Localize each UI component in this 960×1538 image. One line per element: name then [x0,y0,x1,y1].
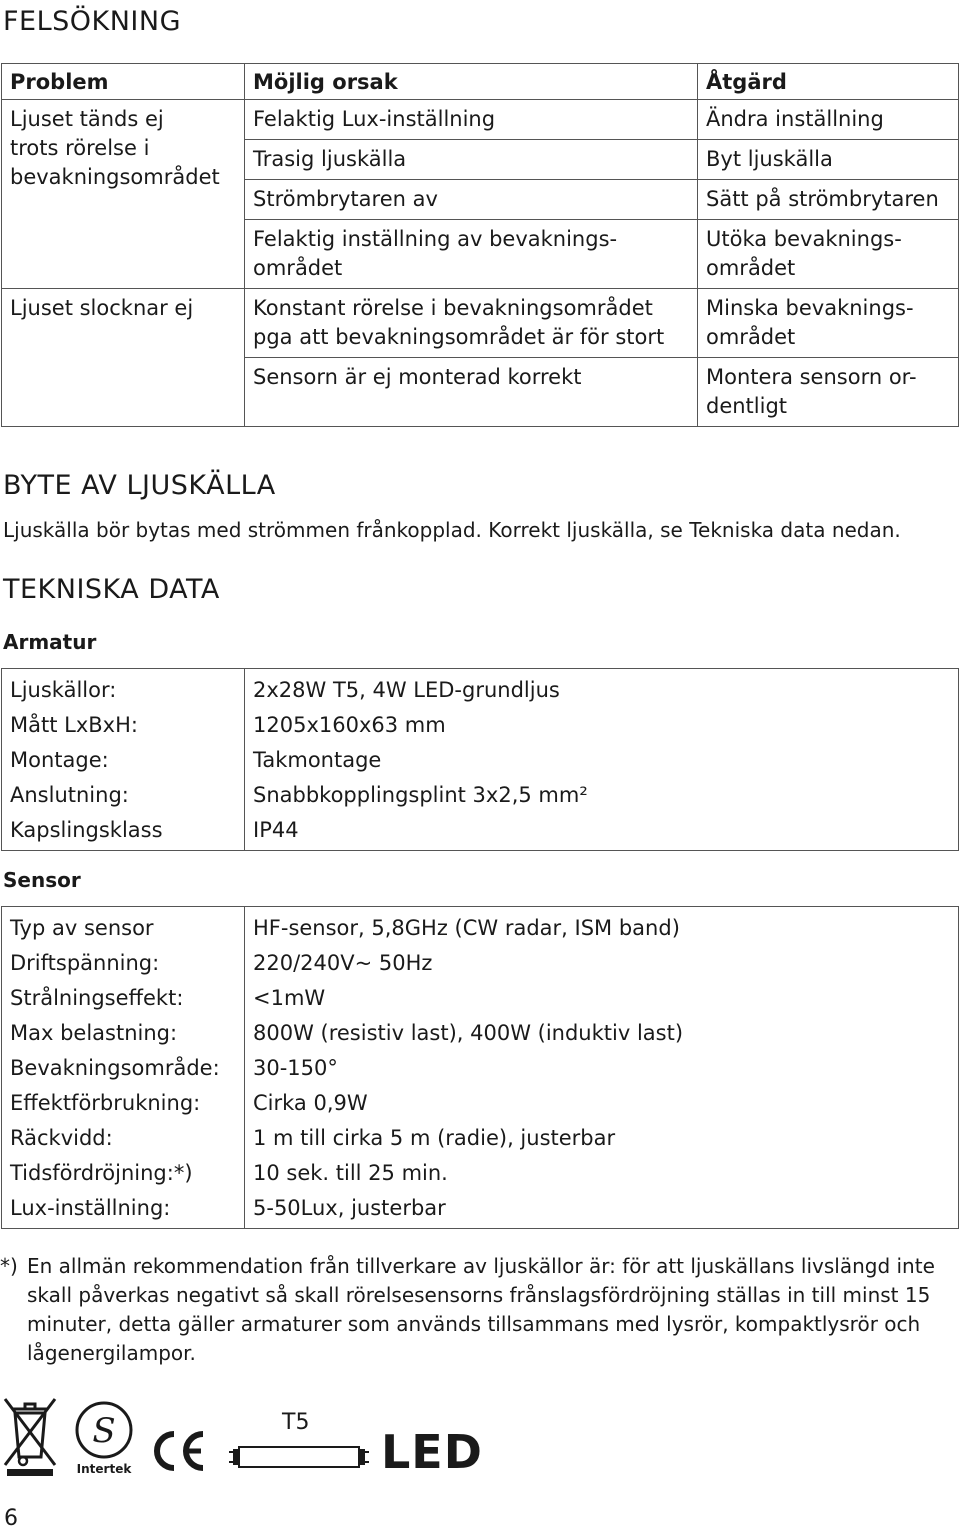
spec-value: Snabbkopplingsplint 3x2,5 mm² [245,778,959,813]
spec-label: Räckvidd: [2,1121,245,1156]
fluorescent-tube-icon [225,1443,373,1471]
spec-row [2,1191,959,1229]
spec-label: Kapslingsklass [2,813,245,851]
spec-value: 800W (resistiv last), 400W (induktiv last) [245,1016,959,1051]
spec-label: Effektförbrukning: [2,1086,245,1121]
spec-label: Driftspänning: [2,946,245,981]
cause-cell: Felaktig Lux-inställning [245,100,698,140]
footnote-marker: *) [0,1254,18,1278]
problem-cell: Ljuset tänds ej trots rörelse i bevakningsområdet [2,100,245,289]
spec-label: Mått LxBxH: [2,708,245,743]
troubleshooting-title: FELSÖKNING [3,6,182,37]
led-label: LED [381,1425,483,1479]
table-header-row [2,64,959,100]
action-cell: Byt ljuskälla [698,140,959,180]
tube-label: T5 [282,1410,310,1435]
action-cell: Utöka bevaknings- området [698,220,959,289]
spec-label: Anslutning: [2,778,245,813]
spec-label: Ljuskällor: [2,669,245,709]
spec-value: 1205x160x63 mm [245,708,959,743]
footnote [0,1252,940,1368]
fixture-spec-table [1,668,959,851]
spec-value: Cirka 0,9W [245,1086,959,1121]
spec-row [2,708,959,743]
action-cell: Sätt på strömbrytaren [698,180,959,220]
table-row [2,100,959,140]
spec-row [2,1121,959,1156]
spec-value: 1 m till cirka 5 m (radie), justerbar [245,1121,959,1156]
spec-label: Bevakningsområde: [2,1051,245,1086]
svg-text:S: S [92,1411,116,1451]
intertek-label: Intertek [76,1462,132,1476]
footnote-text: En allmän rekommendation från tillverkare av ljuskällor är: för att ljuskällans livslängd inte skall påverkas negativt så skall rörelsesensorns frånslagsfördröjning ställas in till minst 15 minuter, detta gäller armaturer som används tillsammans med lysrör, kompaktlysrör och lågenergilampor. [27,1254,935,1365]
spec-row [2,981,959,1016]
spec-value: Takmontage [245,743,959,778]
spec-value: 220/240V~ 50Hz [245,946,959,981]
troubleshooting-table [1,63,959,427]
column-header-problem: Problem [2,64,245,100]
spec-label: Montage: [2,743,245,778]
cause-cell: Strömbrytaren av [245,180,698,220]
crossed-bin-icon [3,1395,57,1477]
spec-row [2,907,959,947]
sensor-spec-table [1,906,959,1229]
spec-value: IP44 [245,813,959,851]
spec-value: 30-150° [245,1051,959,1086]
lamp-change-text: Ljuskälla bör bytas med strömmen frånkopplad. Korrekt ljuskälla, se Tekniska data nedan. [3,518,901,542]
lamp-change-title: BYTE AV LJUSKÄLLA [3,470,276,501]
action-cell: Montera sensorn or- dentligt [698,358,959,427]
spec-value: HF-sensor, 5,8GHz (CW radar, ISM band) [245,907,959,947]
spec-label: Typ av sensor [2,907,245,947]
fixture-heading: Armatur [3,630,97,654]
spec-label: Lux-inställning: [2,1191,245,1229]
spec-row [2,813,959,851]
spec-row [2,1156,959,1191]
spec-label: Max belastning: [2,1016,245,1051]
spec-label: Tidsfördröjning:*) [2,1156,245,1191]
cause-cell: Sensorn är ej monterad korrekt [245,358,698,427]
table-row [2,289,959,358]
column-header-cause: Möjlig orsak [245,64,698,100]
spec-row [2,1051,959,1086]
spec-row [2,743,959,778]
cause-cell: Trasig ljuskälla [245,140,698,180]
spec-row [2,669,959,709]
sensor-heading: Sensor [3,868,81,892]
problem-cell: Ljuset slocknar ej [2,289,245,427]
action-cell: Minska bevaknings- området [698,289,959,358]
cause-cell: Konstant rörelse i bevakningsområdet pga att bevakningsområdet är för stort [245,289,698,358]
page-number: 6 [4,1506,18,1531]
technical-data-title: TEKNISKA DATA [3,574,220,605]
spec-value: <1mW [245,981,959,1016]
spec-row [2,946,959,981]
spec-value: 5-50Lux, justerbar [245,1191,959,1229]
intertek-s-mark-icon [72,1400,136,1478]
spec-row [2,1086,959,1121]
column-header-action: Åtgärd [698,64,959,100]
cause-cell: Felaktig inställning av bevaknings- området [245,220,698,289]
ce-mark-icon [147,1428,209,1474]
spec-row [2,778,959,813]
spec-value: 10 sek. till 25 min. [245,1156,959,1191]
spec-row [2,1016,959,1051]
spec-label: Strålningseffekt: [2,981,245,1016]
action-cell: Ändra inställning [698,100,959,140]
spec-value: 2x28W T5, 4W LED-grundljus [245,669,959,709]
